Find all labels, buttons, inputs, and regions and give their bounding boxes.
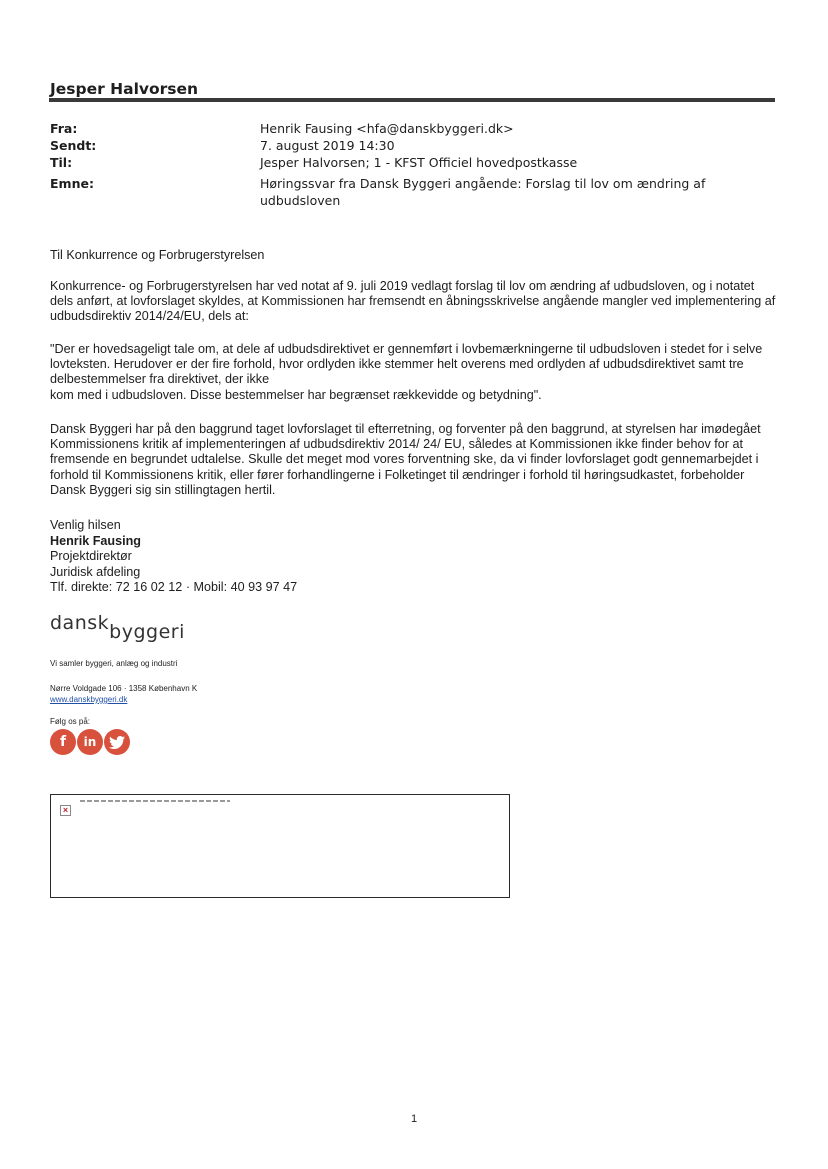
company-website-link[interactable]: www.danskbyggeri.dk (50, 695, 128, 704)
header-divider (49, 98, 775, 102)
linkedin-icon[interactable]: in (77, 729, 103, 755)
embedded-image-placeholder (50, 794, 510, 898)
greeting: Til Konkurrence og Forbrugerstyrelsen (50, 248, 265, 262)
company-tagline: Vi samler byggeri, anlæg og industri (50, 659, 178, 668)
facebook-icon[interactable]: f (50, 729, 76, 755)
from-label: Fra: (50, 121, 78, 136)
logo-sub-text: byggeri (109, 621, 185, 643)
logo-main-text: dansk (50, 612, 110, 634)
broken-image-icon: × (60, 805, 71, 816)
body-paragraph-3: Dansk Byggeri har på den baggrund taget lovforslaget til efterretning, og forventer på den baggrund, at styrelsen har imødegået Kommissionens kritik af implementeringen af udbudsdirektiv 2014/ 24/ EU, således at Kommissionen ikke finder behov for at fremsende en begrundet udtalelse. Skulle det meget mod vores forventning ske, da vi finder lovforslaget godt gennemarbejdet i forhold til Kommissionens kritik, eller fører forhandlingerne i Folketinget til ændringer i forhold til høringsudkastet, forbeholder Dansk Byggeri sig sin stillingtagen hertil. (50, 422, 761, 497)
twitter-icon[interactable] (104, 729, 130, 755)
page-number: 1 (410, 1113, 418, 1125)
closing: Venlig hilsen (50, 518, 121, 532)
quote-line-2: kom med i udbudsloven. Disse bestemmelser har begrænset rækkevidde og betydning". (50, 387, 542, 402)
follow-us-label: Følg os på: (50, 717, 91, 726)
to-label: Til: (50, 155, 73, 170)
sender-name: Henrik Fausing (50, 533, 141, 548)
sent-value: 7. august 2019 14:30 (260, 138, 395, 153)
subject-label: Emne: (50, 176, 94, 191)
image-alt-text-line (80, 800, 230, 802)
sent-label: Sendt: (50, 138, 97, 153)
social-links (50, 729, 130, 755)
subject-value: Høringssvar fra Dansk Byggeri angående: Forslag til lov om ændring af udbudsloven (260, 176, 706, 208)
mailbox-owner-name: Jesper Halvorsen (50, 80, 199, 98)
quote-paragraph (50, 342, 776, 403)
signature-block (50, 518, 297, 596)
sender-department: Juridisk afdeling (50, 564, 141, 579)
body-paragraph-1: Konkurrence- og Forbrugerstyrelsen har ved notat af 9. juli 2019 vedlagt forslag til lov om ændring af udbudsloven, og i notatet dels anført, at lovforslaget skyldes, at Kommissionen har fremsendt en åbningsskrivelse angående mangler ved implementering af udbudsdirektiv 2014/24/EU, dels at: (50, 279, 776, 324)
company-address: Nørre Voldgade 106 · 1358 København K (50, 684, 198, 693)
sender-phone: Tlf. direkte: 72 16 02 12 · Mobil: 40 93 97 47 (50, 580, 298, 595)
quote-line-1: "Der er hovedsageligt tale om, at dele af udbudsdirektivet er gennemført i lovbemærkningerne til udbudsloven i stedet for i selve lovteksten. Herudover er der fire forhold, hvor ordlyden ikke stemmer helt overens med ordlyden af udbudsdirektivet samt tre delbestemmelser fra direktivet, der ikke (50, 342, 763, 387)
dansk-byggeri-logo (50, 612, 185, 643)
from-value: Henrik Fausing <hfa@danskbyggeri.dk> (260, 121, 514, 136)
sender-title: Projektdirektør (50, 549, 132, 564)
to-value: Jesper Halvorsen; 1 - KFST Officiel hovedpostkasse (260, 155, 578, 170)
